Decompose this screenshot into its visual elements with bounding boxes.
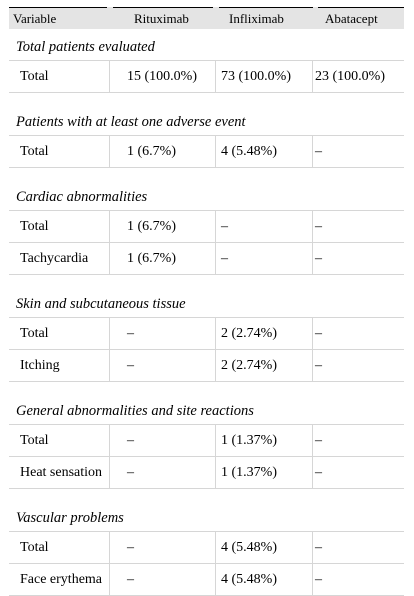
column-divider: [215, 211, 216, 242]
rituximab-cell: –: [127, 326, 134, 341]
column-divider: [215, 425, 216, 456]
rituximab-cell: –: [127, 433, 134, 448]
table-row: [9, 424, 404, 456]
section-title: Vascular problems: [16, 510, 124, 526]
rituximab-cell: 1 (6.7%): [127, 219, 176, 234]
section-title: Patients with at least one adverse event: [16, 114, 246, 130]
table-row: [9, 456, 404, 488]
column-divider: [215, 564, 216, 595]
header-abatacept: Abatacept: [325, 11, 378, 26]
column-divider: [109, 318, 110, 349]
rituximab-cell: –: [127, 572, 134, 587]
abatacept-cell: –: [315, 251, 322, 266]
column-divider: [215, 61, 216, 92]
abatacept-cell: –: [315, 433, 322, 448]
column-divider: [312, 211, 313, 242]
table-row: [9, 242, 404, 274]
column-divider: [312, 564, 313, 595]
header-variable: Variable: [13, 11, 57, 26]
row-label: Total: [20, 144, 49, 159]
column-divider: [109, 532, 110, 563]
infliximab-cell: 4 (5.48%): [221, 540, 277, 555]
column-divider: [312, 318, 313, 349]
column-divider: [109, 136, 110, 167]
section-gap: [9, 167, 404, 179]
table-row: [9, 317, 404, 349]
infliximab-cell: 1 (1.37%): [221, 433, 277, 448]
infliximab-cell: 2 (2.74%): [221, 358, 277, 373]
section-heading: [9, 29, 404, 60]
row-label: Total: [20, 219, 49, 234]
rituximab-cell: –: [127, 540, 134, 555]
abatacept-cell: –: [315, 144, 322, 159]
rituximab-cell: 1 (6.7%): [127, 144, 176, 159]
section-title: Cardiac abnormalities: [16, 189, 148, 205]
row-label: Heat sensation: [20, 465, 103, 480]
section-heading: [9, 286, 404, 317]
column-divider: [215, 350, 216, 381]
rituximab-cell: –: [127, 465, 134, 480]
abatacept-cell: –: [315, 572, 322, 587]
row-label: Total: [20, 326, 49, 341]
section-title: Total patients evaluated: [16, 39, 155, 55]
table-row: [9, 531, 404, 563]
column-divider: [109, 211, 110, 242]
section-heading: [9, 500, 404, 531]
column-divider: [312, 243, 313, 274]
infliximab-cell: –: [221, 219, 228, 234]
column-divider: [109, 425, 110, 456]
column-divider: [312, 457, 313, 488]
header-rituximab: Rituximab: [134, 11, 189, 26]
abatacept-cell: –: [315, 219, 322, 234]
column-divider: [109, 350, 110, 381]
row-label: Total: [20, 433, 49, 448]
section-heading: [9, 104, 404, 135]
abatacept-cell: –: [315, 358, 322, 373]
table-header: [9, 7, 404, 29]
section-gap: [9, 381, 404, 393]
abatacept-cell: 23 (100.0%): [315, 69, 385, 84]
infliximab-cell: 2 (2.74%): [221, 326, 277, 341]
column-divider: [312, 425, 313, 456]
rituximab-cell: 15 (100.0%): [127, 69, 197, 84]
column-divider: [312, 136, 313, 167]
header-rule: [318, 7, 404, 8]
row-label: Total: [20, 540, 49, 555]
rituximab-cell: 1 (6.7%): [127, 251, 176, 266]
column-divider: [215, 136, 216, 167]
column-divider: [312, 61, 313, 92]
table-body: [9, 29, 404, 595]
column-divider: [215, 318, 216, 349]
rituximab-cell: –: [127, 358, 134, 373]
column-divider: [109, 243, 110, 274]
header-rule: [113, 7, 213, 8]
infliximab-cell: 1 (1.37%): [221, 465, 277, 480]
infliximab-cell: –: [221, 251, 228, 266]
section-gap: [9, 488, 404, 500]
section-heading: [9, 393, 404, 424]
column-divider: [109, 564, 110, 595]
infliximab-cell: 4 (5.48%): [221, 572, 277, 587]
column-divider: [215, 532, 216, 563]
adverse-events-table: [9, 7, 404, 596]
header-rule: [9, 7, 107, 8]
table-row: [9, 210, 404, 242]
row-label: Face erythema: [20, 572, 103, 587]
column-divider: [215, 243, 216, 274]
abatacept-cell: –: [315, 326, 322, 341]
section-gap: [9, 274, 404, 286]
table-row: [9, 349, 404, 381]
table-row: [9, 135, 404, 167]
table-row: [9, 563, 404, 595]
section-title: General abnormalities and site reactions: [16, 403, 254, 419]
column-divider: [109, 61, 110, 92]
row-label: Itching: [20, 358, 60, 373]
section-heading: [9, 179, 404, 210]
row-label: Tachycardia: [20, 251, 89, 266]
section-gap: [9, 92, 404, 104]
abatacept-cell: –: [315, 465, 322, 480]
column-divider: [109, 457, 110, 488]
header-infliximab: Infliximab: [229, 11, 284, 26]
column-divider: [215, 457, 216, 488]
header-rule: [219, 7, 313, 8]
infliximab-cell: 73 (100.0%): [221, 69, 291, 84]
abatacept-cell: –: [315, 540, 322, 555]
infliximab-cell: 4 (5.48%): [221, 144, 277, 159]
table-row: [9, 60, 404, 92]
row-label: Total: [20, 69, 49, 84]
column-divider: [312, 532, 313, 563]
column-divider: [312, 350, 313, 381]
section-title: Skin and subcutaneous tissue: [16, 296, 186, 312]
